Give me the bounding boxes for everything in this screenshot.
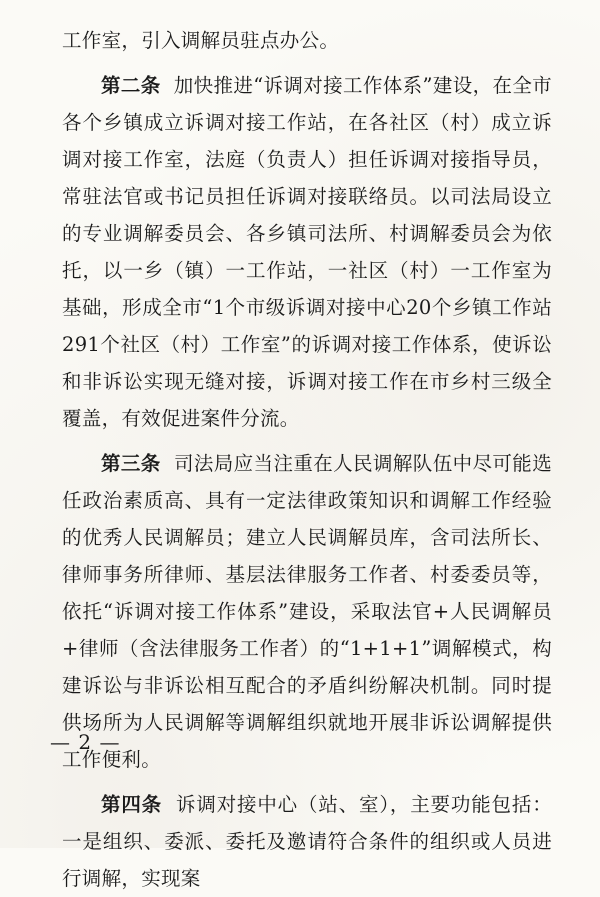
paragraph-1 xyxy=(62,22,552,59)
page-number: — 2 — xyxy=(50,730,121,754)
paragraph-article-4 xyxy=(62,786,552,897)
document-body xyxy=(62,22,552,897)
article-2-label: 第二条 xyxy=(101,74,161,97)
paragraph-1-text: 工作室，引入调解员驻点办公。 xyxy=(62,29,340,52)
article-4-label: 第四条 xyxy=(101,793,162,816)
article-3-label: 第三条 xyxy=(101,452,161,475)
paragraph-article-3 xyxy=(62,445,552,778)
article-3-text: 司法局应当注重在人民调解队伍中尽可能选任政治素质高、具有一定法律政策知识和调解工作经验的优秀人民调解员；建立人民调解员库，含司法所长、律师事务所律师、基层法律服务工作者、村委委员等，依托“诉调对接工作体系”建设，采取法官+人民调解员+律师（含法律服务工作者）的“1+1+1”调解模式，构建诉讼与非诉讼相互配合的矛盾纠纷解决机制。同时提供场所为人民调解等调解组织就地开展非诉讼调解提供工作便利。 xyxy=(62,452,553,771)
paragraph-article-2 xyxy=(62,67,552,437)
article-2-text: 加快推进“诉调对接工作体系”建设，在全市各个乡镇成立诉调对接工作站，在各社区（村）成立诉调对接工作室，法庭（负责人）担任诉调对接指导员，常驻法官或书记员担任诉调对接联络员。以司法局设立的专业调解委员会、各乡镇司法所、村调解委员会为依托，以一乡（镇）一工作站，一社区（村）一工作室为基础，形成全市“1个市级诉调对接中心20个乡镇工作站291个社区（村）工作室”的诉调对接工作体系，使诉讼和非诉讼实现无缝对接，诉调对接工作在市乡村三级全覆盖，有效促进案件分流。 xyxy=(62,74,552,430)
article-4-text: 诉调对接中心（站、室），主要功能包括：一是组织、委派、委托及邀请符合条件的组织或人员进行调解，实现案 xyxy=(62,793,552,890)
